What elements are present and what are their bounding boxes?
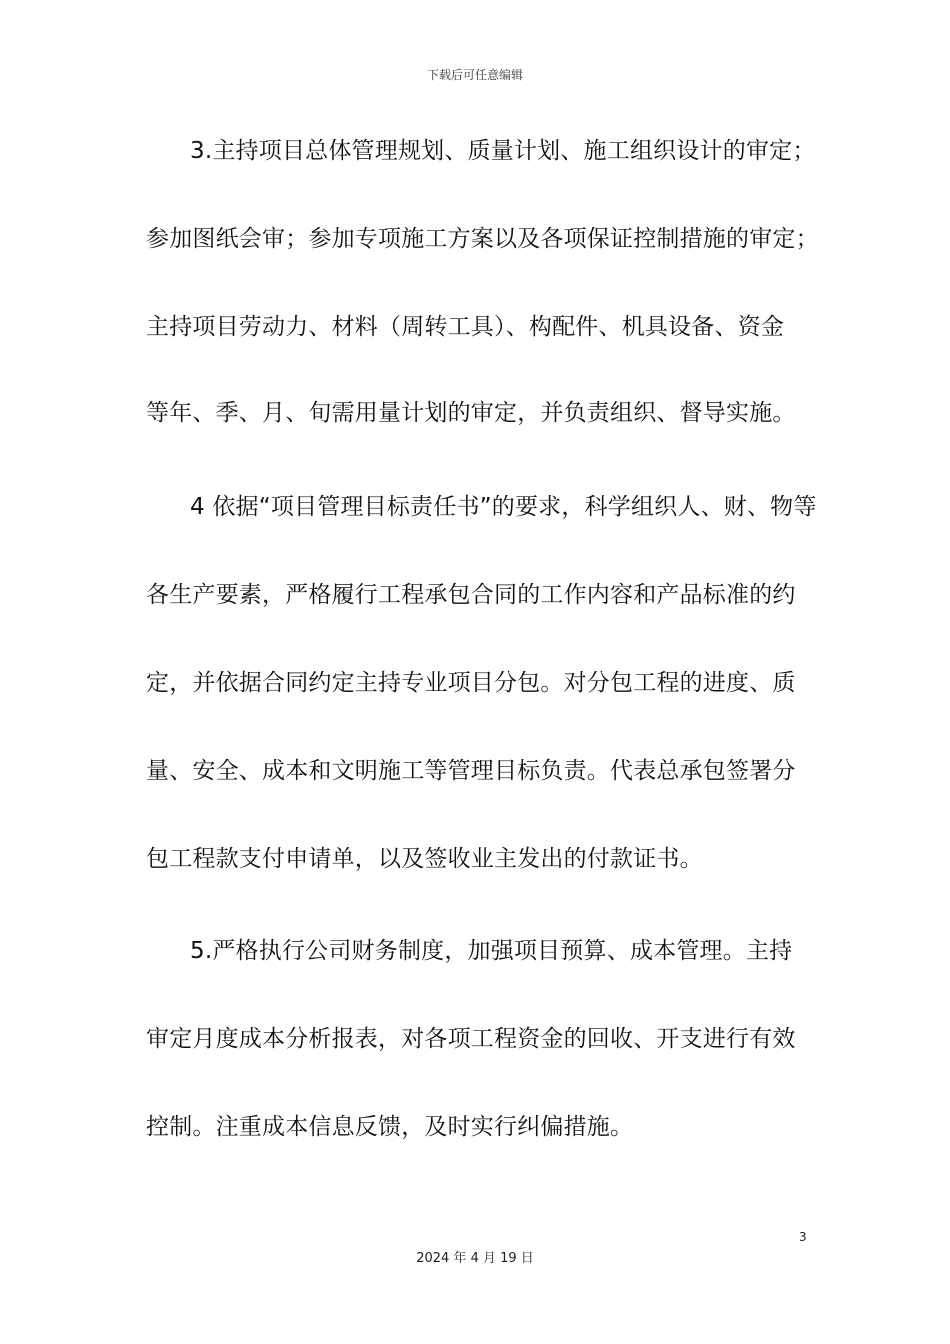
paragraph-line: 参加图纸会审；参加专项施工方案以及各项保证控制措施的审定； <box>146 226 819 252</box>
page-number: 3 <box>799 1230 807 1244</box>
footer-date: 2024 年 4 月 19 日 <box>416 1251 534 1266</box>
paragraph-line: 控制。注重成本信息反馈，及时实行纠偏措施。 <box>146 1114 634 1140</box>
paragraph-line: 定，并依据合同约定主持专业项目分包。对分包工程的进度、质 <box>146 670 796 696</box>
paragraph-line: 各生产要素，严格履行工程承包合同的工作内容和产品标准的约 <box>146 582 796 608</box>
page-header: 下载后可任意编辑 <box>426 68 523 82</box>
paragraph-line: 主持项目劳动力、材料（周转工具）、构配件、机具设备、资金 <box>146 314 785 340</box>
paragraph-line: 5.严格执行公司财务制度，加强项目预算、成本管理。主持 <box>190 938 793 964</box>
paragraph-line: 包工程款支付申请单，以及签收业主发出的付款证书。 <box>146 846 703 872</box>
paragraph-line: 等年、季、月、旬需用量计划的审定，并负责组织、督导实施。 <box>146 400 796 426</box>
paragraph-line: 4 依据“项目管理目标责任书”的要求，科学组织人、财、物等 <box>190 494 817 520</box>
paragraph-line: 3.主持项目总体管理规划、质量计划、施工组织设计的审定； <box>190 138 816 164</box>
paragraph-line: 量、安全、成本和文明施工等管理目标负责。代表总承包签署分 <box>146 758 796 784</box>
paragraph-line: 审定月度成本分析报表，对各项工程资金的回收、开支进行有效 <box>146 1026 796 1052</box>
